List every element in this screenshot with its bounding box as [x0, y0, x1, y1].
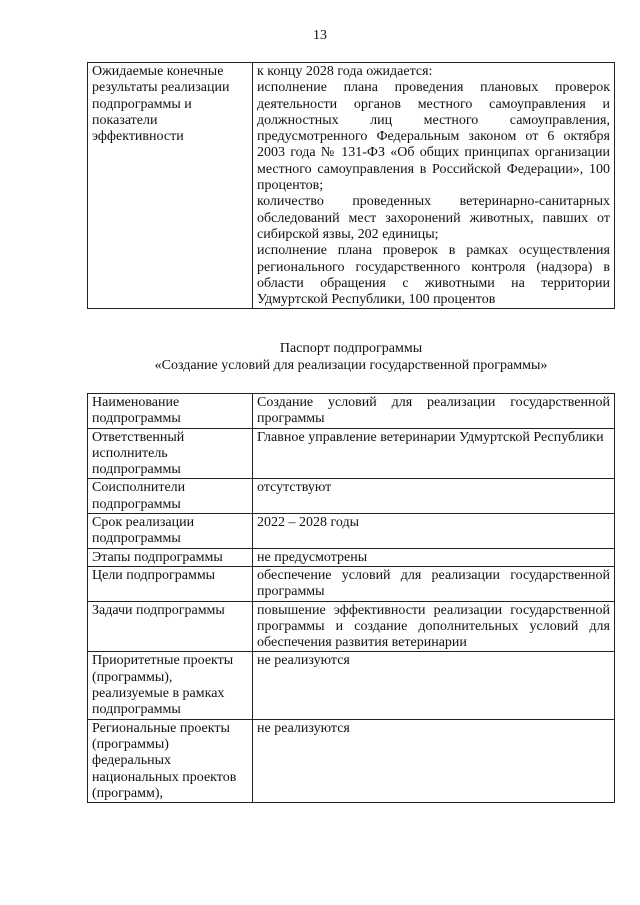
row-label: Соисполнители подпрограммы: [88, 479, 253, 514]
results-paragraph: исполнение плана проверок в рамках осуществления регионального государственного контроля (надзора) в области обращения с животными на территории Удмуртской Республики, 100 процентов: [257, 243, 610, 308]
row-label: Региональные проекты (программы) федеральных национальных проектов (программ),: [88, 719, 253, 802]
results-table: [87, 62, 615, 309]
table-row: [88, 428, 615, 479]
passport-title: [87, 340, 615, 374]
row-value: 2022 – 2028 годы: [253, 514, 615, 549]
row-label: Наименование подпрограммы: [88, 394, 253, 429]
row-value: не реализуются: [253, 719, 615, 802]
table-row: [88, 514, 615, 549]
row-value: не реализуются: [253, 652, 615, 719]
row-value: Создание условий для реализации государственной программы: [253, 394, 615, 429]
passport-title-line-1: Паспорт подпрограммы: [279, 341, 423, 356]
passport-table: [87, 393, 615, 803]
table-row: [88, 566, 615, 601]
row-label: Этапы подпрограммы: [88, 548, 253, 566]
row-value: Главное управление ветеринарии Удмуртской Республики: [253, 428, 615, 479]
row-value: обеспечение условий для реализации государственной программы: [253, 566, 615, 601]
results-value: [253, 63, 615, 309]
row-value: повышение эффективности реализации государственной программы и создание дополнительных условий для обеспечения развития ветеринарии: [253, 601, 615, 652]
table-row: [88, 601, 615, 652]
table-row: [88, 63, 615, 309]
passport-title-line-2: «Создание условий для реализации государственной программы»: [154, 358, 548, 373]
row-label: Срок реализации подпрограммы: [88, 514, 253, 549]
row-label: Цели подпрограммы: [88, 566, 253, 601]
page-number: 13: [313, 28, 327, 43]
row-label: Ответственный исполнитель подпрограммы: [88, 428, 253, 479]
results-paragraph: исполнение плана проведения плановых проверок деятельности органов местного самоуправления и должностных лиц местного самоуправления, предусмотренного Федеральным законом от 6 октября 2003 года № 131-ФЗ «Об общих принципах организации местного самоуправления в Российской Федерации», 100 процентов;: [257, 80, 610, 194]
results-paragraph: количество проведенных ветеринарно-санитарных обследований мест захоронений животных, павших от сибирской язвы, 202 единицы;: [257, 194, 610, 242]
table-row: [88, 394, 615, 429]
row-value: не предусмотрены: [253, 548, 615, 566]
row-label: Приоритетные проекты (программы), реализуемые в рамках подпрограммы: [88, 652, 253, 719]
table-row: [88, 652, 615, 719]
row-label: Задачи подпрограммы: [88, 601, 253, 652]
table-row: [88, 479, 615, 514]
row-value: отсутствуют: [253, 479, 615, 514]
table-row: [88, 719, 615, 802]
table-row: [88, 548, 615, 566]
results-paragraph: к концу 2028 года ожидается:: [257, 64, 433, 79]
results-label: Ожидаемые конечные результаты реализации подпрограммы и показатели эффективности: [88, 63, 253, 309]
